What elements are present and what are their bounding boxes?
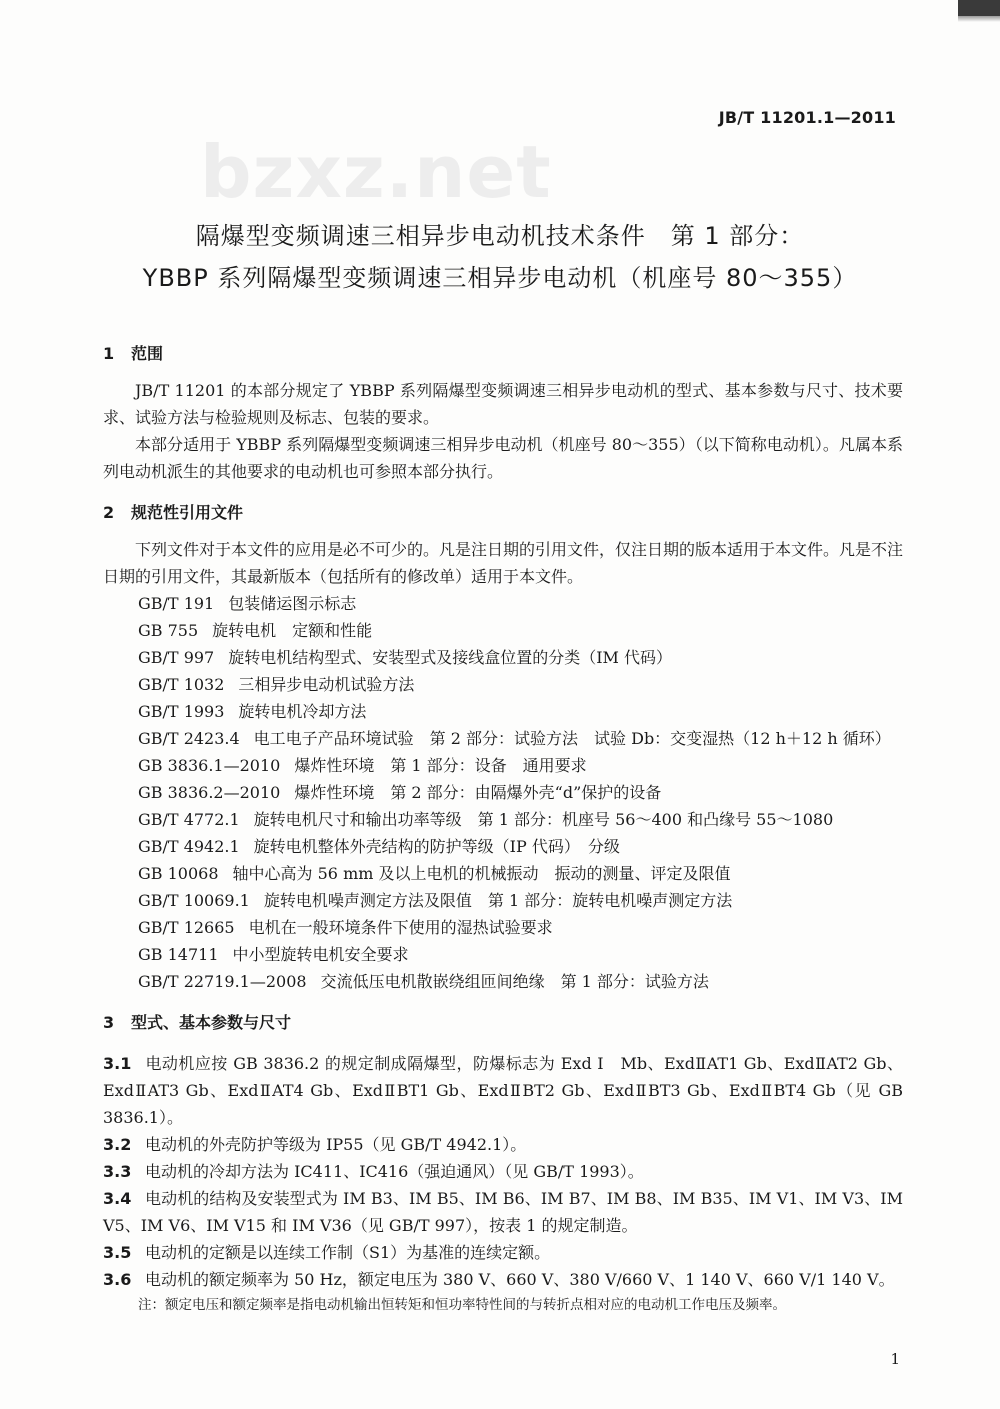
reference-code: GB/T 191 [138, 594, 215, 613]
clause-text: 电动机的外壳防护等级为 IP55（见 GB/T 4942.1）。 [145, 1135, 527, 1154]
standard-code: JB/T 11201.1—2011 [718, 108, 896, 127]
clause-number: 3.6 [103, 1270, 132, 1289]
reference-item [103, 671, 903, 698]
clause-text: 电动机的定额是以连续工作制（S1）为基准的连续定额。 [145, 1243, 551, 1262]
reference-title: 轴中心高为 56 mm 及以上电机的机械振动 振动的测量、评定及限值 [232, 864, 731, 883]
reference-title: 三相异步电动机试验方法 [238, 675, 415, 694]
reference-code: GB/T 10069.1 [138, 891, 250, 910]
reference-item [103, 833, 903, 860]
reference-code: GB/T 2423.4 [138, 729, 240, 748]
reference-code: GB/T 12665 [138, 918, 235, 937]
clause-text: 电动机的结构及安装型式为 IM B3、IM B5、IM B6、IM B7、IM B8、IM B35、IM V1、IM V3、IM V5、IM V6、IM V15 和 IM V36（见 GB/T 997），按表 1 的规定制造。 [103, 1189, 903, 1235]
clause-number: 3.3 [103, 1162, 132, 1181]
clause-number: 3.4 [103, 1189, 132, 1208]
corner-mark [958, 0, 1000, 16]
reference-item [103, 779, 903, 806]
reference-title: 旋转电机整体外壳结构的防护等级（IP 代码） 分级 [253, 837, 620, 856]
paragraph: JB/T 11201 的本部分规定了 YBBP 系列隔爆型变频调速三相异步电动机的型式、基本参数与尺寸、技术要求、试验方法与检验规则及标志、包装的要求。 [103, 381, 903, 427]
paragraph: 下列文件对于本文件的应用是必不可少的。凡是注日期的引用文件，仅注日期的版本适用于本文件。凡是不注日期的引用文件，其最新版本（包括所有的修改单）适用于本文件。 [103, 540, 904, 586]
reference-title: 旋转电机冷却方法 [238, 702, 367, 721]
clause-number: 3.5 [103, 1243, 132, 1262]
reference-code: GB/T 4942.1 [138, 837, 240, 856]
reference-item [103, 725, 903, 752]
clause [103, 1239, 903, 1266]
section-heading-normative-references [103, 499, 903, 526]
reference-title: 旋转电机尺寸和输出功率等级 第 1 部分：机座号 56～400 和凸缘号 55～1080 [253, 810, 834, 829]
paragraph: 本部分适用于 YBBP 系列隔爆型变频调速三相异步电动机（机座号 80～355）（以下简称电动机）。凡属本系列电动机派生的其他要求的电动机也可参照本部分执行。 [103, 435, 903, 481]
reference-item [103, 887, 903, 914]
reference-code: GB 14711 [138, 945, 219, 964]
clause-number: 3.2 [103, 1135, 132, 1154]
reference-item [103, 617, 903, 644]
reference-title: 中小型旋转电机安全要求 [232, 945, 409, 964]
reference-code: GB/T 1993 [138, 702, 225, 721]
reference-code: GB 10068 [138, 864, 219, 883]
reference-code: GB 3836.2—2010 [138, 783, 281, 802]
clause-number: 3.1 [103, 1054, 132, 1073]
reference-item [103, 968, 903, 995]
reference-title: 交流低压电机散嵌绕组匝间绝缘 第 1 部分：试验方法 [320, 972, 709, 991]
reference-item [103, 698, 903, 725]
clause [103, 1185, 903, 1239]
reference-item [103, 752, 903, 779]
reference-item [103, 644, 903, 671]
reference-title: 旋转电机 定额和性能 [212, 621, 373, 640]
section-title: 范围 [131, 344, 164, 363]
document-title-line1: 隔爆型变频调速三相异步电动机技术条件 第 1 部分： [195, 222, 805, 250]
reference-code: GB 755 [138, 621, 199, 640]
reference-title: 旋转电机结构型式、安装型式及接线盒位置的分类（IM 代码） [228, 648, 673, 667]
document-title-line2: YBBP 系列隔爆型变频调速三相异步电动机（机座号 80～355） [142, 264, 858, 292]
section-title: 型式、基本参数与尺寸 [131, 1013, 292, 1032]
reference-title: 爆炸性环境 第 2 部分：由隔爆外壳“d”保护的设备 [294, 783, 662, 802]
reference-code: GB/T 22719.1—2008 [138, 972, 307, 991]
reference-title: 包装储运图示标志 [228, 594, 357, 613]
section-number: 1 [103, 344, 115, 363]
section-number: 2 [103, 503, 115, 522]
reference-item [103, 590, 903, 617]
page-number: 1 [890, 1350, 900, 1368]
reference-code: GB 3836.1—2010 [138, 756, 281, 775]
section-heading-types-parameters [103, 1009, 903, 1036]
reference-code: GB/T 1032 [138, 675, 225, 694]
clause [103, 1131, 903, 1158]
section-number: 3 [103, 1013, 115, 1032]
reference-title: 旋转电机噪声测定方法及限值 第 1 部分：旋转电机噪声测定方法 [263, 891, 733, 910]
reference-list [103, 590, 903, 995]
clause [103, 1266, 903, 1293]
reference-title: 电机在一般环境条件下使用的湿热试验要求 [248, 918, 553, 937]
section-heading-scope [103, 340, 903, 367]
clause [103, 1050, 903, 1131]
reference-title: 爆炸性环境 第 1 部分：设备 通用要求 [294, 756, 587, 775]
reference-item [103, 806, 903, 833]
clause-text: 电动机的额定频率为 50 Hz，额定电压为 380 V、660 V、380 V/660 V、1 140 V、660 V/1 140 V。 [145, 1270, 895, 1289]
reference-item [103, 860, 903, 887]
reference-title: 电工电子产品环境试验 第 2 部分：试验方法 试验 Db：交变湿热（12 h＋12 h 循环） [253, 729, 891, 748]
reference-code: GB/T 4772.1 [138, 810, 240, 829]
note: 注：额定电压和额定频率是指电动机输出恒转矩和恒功率特性间的与转折点相对应的电动机工作电压及频率。 [138, 1297, 786, 1313]
reference-item [103, 941, 903, 968]
corner-shadow [958, 16, 1000, 22]
clause-text: 电动机的冷却方法为 IC411、IC416（强迫通风）（见 GB/T 1993）。 [145, 1162, 644, 1181]
document-body [103, 340, 903, 1317]
clause [103, 1158, 903, 1185]
reference-code: GB/T 997 [138, 648, 215, 667]
watermark: bzxz.net [200, 130, 552, 214]
clause-text: 电动机应按 GB 3836.2 的规定制成隔爆型，防爆标志为 Exd Ⅰ Mb、ExdⅡAT1 Gb、ExdⅡAT2 Gb、ExdⅡAT3 Gb、ExdⅡAT4 Gb、ExdⅡBT1 Gb、ExdⅡBT2 Gb、ExdⅡBT3 Gb、ExdⅡBT4 Gb（见 GB 3836.1）。 [103, 1054, 903, 1127]
reference-item [103, 914, 903, 941]
section-title: 规范性引用文件 [131, 503, 244, 522]
